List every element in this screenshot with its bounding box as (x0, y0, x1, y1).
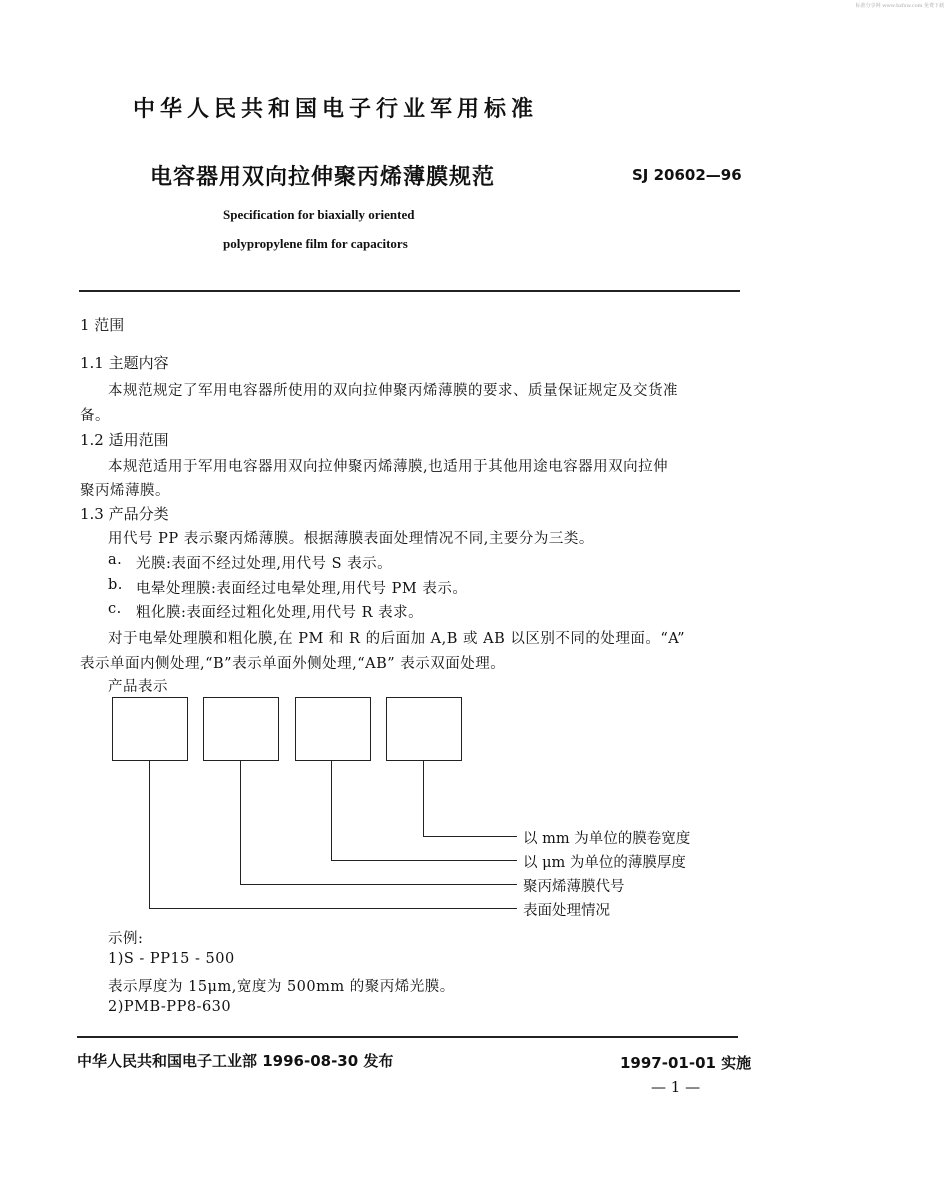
label-roll-width: 以 mm 为单位的膜卷宽度 (523, 831, 691, 847)
document-title: 电容器用双向拉伸聚丙烯薄膜规范 (150, 165, 496, 190)
designation-box-2 (203, 697, 279, 761)
example-1-description: 表示厚度为 15μm,宽度为 500mm 的聚丙烯光膜。 (108, 979, 455, 995)
page-number: — 1 — (651, 1078, 701, 1096)
section-1-1-text-line1: 本规范规定了军用电容器所使用的双向拉伸聚丙烯薄膜的要求、质量保证规定及交货准 (108, 383, 678, 399)
example-2-code: 2)PMB-PP8-630 (108, 999, 232, 1015)
designation-box-1 (112, 697, 188, 761)
list-item-b-text: 电晕处理膜:表面经过电晕处理,用代号 PM 表示。 (136, 581, 468, 597)
treatment-note-line2: 表示单面内侧处理,“B”表示单面外侧处理,“AB” 表示双面处理。 (80, 656, 506, 672)
list-item-c-text: 粗化膜:表面经过粗化处理,用代号 R 表求。 (136, 605, 424, 621)
english-title-line1: Specification for biaxially oriented (223, 207, 415, 222)
leader-line-thickness (331, 761, 332, 860)
section-1-2-text-line1: 本规范适用于军用电容器用双向拉伸聚丙烯薄膜,也适用于其他用途电容器用双向拉伸 (108, 459, 669, 475)
label-surface-treatment: 表面处理情况 (523, 903, 610, 919)
leader-line-code (240, 761, 241, 884)
section-1-3-intro: 用代号 PP 表示聚丙烯薄膜。根据薄膜表面处理情况不同,主要分为三类。 (108, 531, 594, 547)
leader-line-width-h (423, 836, 517, 837)
list-item-c-marker: c. (108, 601, 122, 617)
issued-date: 中华人民共和国电子工业部 1996-08-30 发布 (77, 1052, 394, 1070)
leader-line-surface-h (149, 908, 517, 909)
designation-heading: 产品表示 (108, 679, 168, 695)
designation-box-3 (295, 697, 371, 761)
label-film-thickness: 以 μm 为单位的薄膜厚度 (523, 855, 686, 871)
leader-line-code-h (240, 884, 517, 885)
section-1-1-text-line2: 备。 (80, 408, 110, 424)
section-1-3-heading: 1.3 产品分类 (80, 505, 169, 523)
section-1-1-heading: 1.1 主题内容 (80, 354, 169, 372)
designation-box-4 (386, 697, 462, 761)
label-film-code: 聚丙烯薄膜代号 (523, 879, 625, 895)
english-title-line2: polypropylene film for capacitors (223, 236, 408, 251)
leader-line-thickness-h (331, 860, 517, 861)
watermark-text: 标准分享网 www.bzfxw.com 免费下载 (855, 3, 944, 9)
footer-rule (77, 1036, 738, 1038)
header-rule (79, 290, 740, 292)
standard-number: SJ 20602—96 (632, 166, 742, 184)
standard-category: 中华人民共和国电子行业军用标准 (133, 97, 539, 122)
section-1-2-text-line2: 聚丙烯薄膜。 (80, 483, 170, 499)
list-item-b-marker: b. (108, 577, 123, 593)
leader-line-width (423, 761, 424, 836)
section-1-2-heading: 1.2 适用范围 (80, 431, 169, 449)
treatment-note-line1: 对于电晕处理膜和粗化膜,在 PM 和 R 的后面加 A,B 或 AB 以区别不同的处理面。“A” (108, 631, 686, 647)
example-1-code: 1)S - PP15 - 500 (108, 951, 235, 967)
section-1-heading: 1 范围 (80, 316, 125, 334)
list-item-a-marker: a. (108, 552, 123, 568)
list-item-a-text: 光膜:表面不经过处理,用代号 S 表示。 (136, 556, 393, 572)
effective-date: 1997-01-01 实施 (620, 1054, 752, 1072)
example-heading: 示例: (108, 931, 144, 947)
leader-line-surface (149, 761, 150, 908)
